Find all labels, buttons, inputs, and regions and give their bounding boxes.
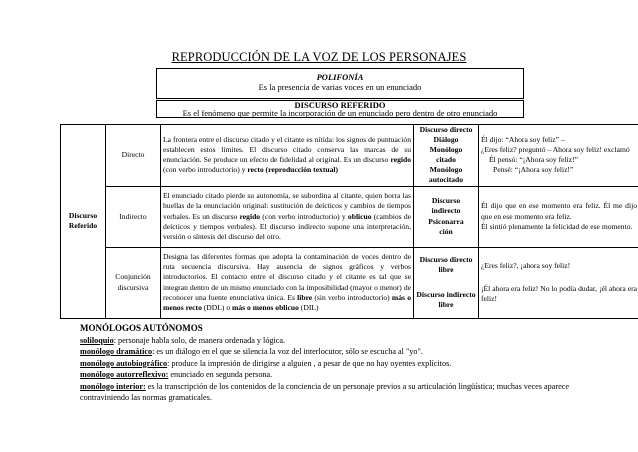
labels-directo: Discurso directo Diálogo Monólogo citado Monólogo autocitado <box>414 125 479 187</box>
table-row-indirecto <box>61 186 638 247</box>
table-row-conjuncion <box>61 247 638 318</box>
labels-indirecto: Discurso indirecto Psiconarra ción <box>414 186 479 247</box>
polifonia-heading: POLIFONÍA <box>316 72 364 82</box>
discurso-referido-box <box>156 100 524 118</box>
examples-conjuncion: ¿Eres feliz?, ¡ahora soy feliz! ¡Él ahora era feliz! No lo podía dudar, ¡él ahora era feliz! <box>479 247 638 318</box>
discurso-referido-heading: DISCURSO REFERIDO <box>294 100 386 110</box>
type-directo: Directo <box>106 125 161 187</box>
examples-directo: Él dijo: “Ahora soy feliz” – ¿Eres feliz? preguntó – Ahora soy feliz! exclamó Él pensó: “¡Ahora soy feliz!” Pensé: “¡Ahora soy feliz!” <box>479 125 638 187</box>
type-conjuncion: Conjunción discursiva <box>106 247 161 318</box>
type-indirecto: Indirecto <box>106 186 161 247</box>
list-item: monólogo dramático: es un diálogo en el que se silencia la voz del interlocutor, sólo se escucha al "yo". <box>80 347 423 356</box>
monologos-heading: MONÓLOGOS AUTÓNOMOS <box>80 323 203 333</box>
discurso-referido-table <box>60 124 638 319</box>
table-row-directo <box>61 125 638 187</box>
discurso-referido-subtext: Es el fenómeno que permite la incorporación de un enunciado pero dentro de otro enunciado <box>182 108 498 118</box>
description-directo: La frontera entre el discurso citado y el citante es nítida: los signos de puntuación establecen estos límites. El discurso citado conserva las marcas de su enunciación. Se produce un efecto de fidelidad al original. Es un discurso regido (con verbo introductorio) y recto (reproducción textual) <box>161 125 414 187</box>
labels-conjuncion: Discurso directo libre Discurso indirecto libre <box>414 247 479 318</box>
polifonia-box <box>156 68 524 99</box>
category-cell: Discurso Referido <box>61 125 106 319</box>
examples-indirecto: Él dijo que en ese momento era feliz. Él me dijo que en ese momento era feliz. Él sintió plenamente la felicidad de ese momento. <box>479 186 638 247</box>
list-item: soliloquio: personaje habla solo, de manera ordenada y lógica. <box>80 335 286 345</box>
page-title: REPRODUCCIÓN DE LA VOZ DE LOS PERSONAJES <box>171 50 467 64</box>
monologos-section <box>80 323 580 404</box>
list-item: monólogo autorreflexivo: enunciado en segunda persona. <box>80 370 273 379</box>
list-item: monólogo interior: es la transcripción de los contenidos de la conciencia de un personaje previos a su articulación lingüística; muchas veces aparece contraviniendo las normas gramaticales. <box>80 381 570 402</box>
description-indirecto: El enunciado citado pierde su autonomía, se subordina al citante, quien borra las huellas de la enunciación original: sustitución de deícticos y cambios de tiempos verbales. Es un discurso regido (con verbo introductorio) y oblicuo (cambios de deícticos y tiempos verbales). El discurso indirecto supone una interpretación, versión o síntesis del discurso del otro. <box>161 186 414 247</box>
description-conjuncion: Designa las diferentes formas que adopta la contaminación de voces dentro de ruta secuencia discursiva. Hay ausencia de signos gráficos y verbos introductorios. El contacto entre el discurso citado y el citante es tal que se integran dentro de un mismo enunciado con la imposibilidad (mayor o menor) de reconocer una fuente enunciativa única. Es libre (sin verbo introductorio) más o menos recto (DDL) o más o menos oblicuo (DIL) <box>161 247 414 318</box>
list-item: monólogo autobiográfico: produce la impresión de dirigirse a alguien , a pesar de que no hay oyentes explícitos. <box>80 358 452 368</box>
polifonia-subtext: Es la presencia de varias voces en un enunciado <box>258 82 422 92</box>
